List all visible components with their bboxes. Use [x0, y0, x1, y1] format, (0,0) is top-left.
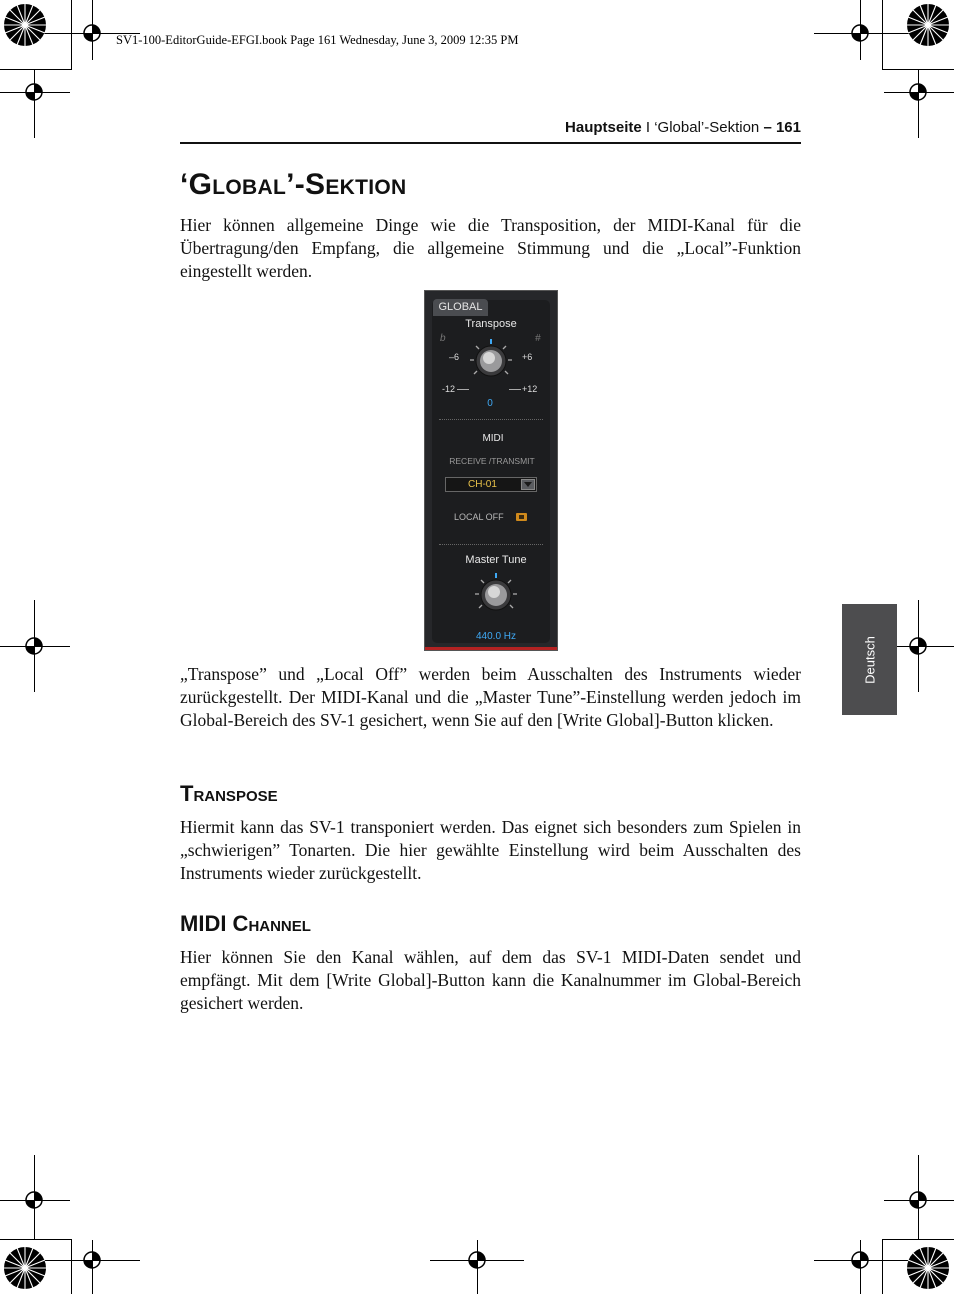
divider	[439, 419, 543, 420]
scale-minus6: –6	[449, 352, 460, 362]
sharp-symbol: #	[535, 333, 541, 344]
running-head-chapter: Hauptseite	[565, 119, 642, 136]
panel-bottom-accent	[425, 647, 557, 650]
panel-tab-global: GLOBAL	[433, 299, 488, 316]
starburst-mark-icon	[906, 1246, 950, 1290]
transpose-label: Transpose	[465, 318, 517, 330]
midi-label: MIDI	[482, 433, 504, 444]
running-head-separator: I	[645, 119, 651, 136]
registration-mark-icon	[849, 1249, 871, 1271]
running-head-dash: –	[763, 119, 772, 136]
scale-line-right	[509, 389, 521, 390]
master-tune-value: 440.0 Hz	[475, 631, 517, 642]
registration-mark-icon	[23, 81, 45, 103]
starburst-mark-icon	[3, 1246, 47, 1290]
local-off-toggle[interactable]	[516, 513, 527, 521]
scale-plus12: +12	[522, 384, 538, 394]
registration-mark-icon	[23, 635, 45, 657]
midi-channel-select[interactable]	[445, 477, 537, 492]
starburst-mark-icon	[3, 3, 47, 47]
chevron-down-icon[interactable]	[521, 479, 535, 490]
scale-line-left	[457, 389, 469, 390]
divider	[439, 544, 543, 545]
midi-channel-paragraph: Hier können Sie den Kanal wählen, auf dem das SV-1 MIDI-Daten sendet und empfängt. Mit dem [Write Global]-Button kann die Kanalnummer im Global-Bereich gesichert werden.	[180, 947, 801, 1013]
global-panel-figure	[424, 290, 558, 651]
starburst-mark-icon	[906, 3, 950, 47]
page-title: ‘Global’-Sektion	[180, 168, 407, 201]
registration-mark-icon	[81, 22, 103, 44]
panel-description-paragraph: „Transpose” und „Local Off” werden beim Ausschalten des Instruments wieder zurückgestellt. Der MIDI-Kanal und die „Master Tune”-Einstellung werden jedoch im Global-Bereich des SV-1 gesichert, wenn Sie auf den [Write Global]-Button klicken.	[180, 664, 801, 730]
registration-mark-icon	[466, 1249, 488, 1271]
midi-channel-heading: MIDI Channel	[180, 911, 311, 936]
midi-channel-value: CH-01	[468, 479, 497, 490]
registration-mark-icon	[907, 81, 929, 103]
intro-paragraph: Hier können allgemeine Dinge wie die Transposition, der MIDI-Kanal für die Übertragung/den Empfang, die allgemeine Stimmung und die „Local”-Funktion eingestellt werden.	[180, 215, 801, 281]
registration-mark-icon	[907, 1189, 929, 1211]
header-rule	[180, 142, 801, 144]
master-tune-label: Master Tune	[465, 554, 527, 566]
registration-mark-icon	[23, 1189, 45, 1211]
registration-mark-icon	[849, 22, 871, 44]
local-off-label: LOCAL OFF	[454, 512, 504, 522]
page-number: 161	[775, 119, 801, 136]
transpose-paragraph: Hiermit kann das SV-1 transponiert werden. Das eignet sich besonders zum Spielen in „schwierigen” Tonarten. Die hier gewählte Einstellung wird beim Ausschalten des Instruments wieder zurückgestellt.	[180, 817, 801, 883]
receive-transmit-label: RECEIVE /TRANSMIT	[449, 456, 535, 466]
master-tune-knob[interactable]	[468, 570, 524, 620]
running-head-section: ‘Global’-Sektion	[654, 119, 760, 136]
transpose-knob[interactable]	[463, 336, 519, 386]
transpose-value: 0	[487, 398, 493, 409]
print-file-header: SV1-100-EditorGuide-EFGI.book Page 161 Wednesday, June 3, 2009 12:35 PM	[116, 33, 519, 47]
flat-symbol: b	[440, 333, 446, 344]
scale-plus6: +6	[522, 352, 533, 362]
running-head	[565, 119, 801, 136]
language-tab-deutsch	[842, 604, 897, 715]
registration-mark-icon	[907, 635, 929, 657]
transpose-heading: Transpose	[180, 781, 278, 806]
registration-mark-icon	[81, 1249, 103, 1271]
scale-minus12: -12	[442, 384, 456, 394]
language-tab-label: Deutsch	[862, 635, 877, 684]
